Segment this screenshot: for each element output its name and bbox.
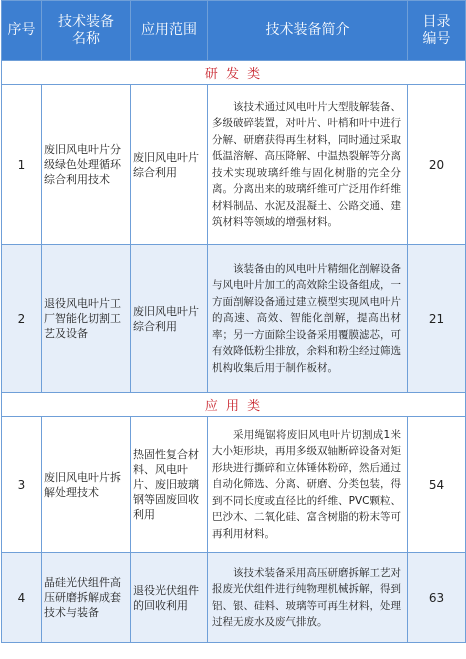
- row-code: 63: [408, 553, 466, 643]
- row-equipment-name: 废旧风电叶片拆解处理技术: [42, 417, 131, 553]
- row-code: 54: [408, 417, 466, 553]
- row-equipment-name: 晶硅光伏组件高压研磨拆解成套技术与装备: [42, 553, 131, 643]
- header-row: [2, 1, 466, 61]
- header-equipment: 技术装备名称: [42, 1, 131, 61]
- row-equipment-name: 退役风电叶片工厂智能化切割工艺及设备: [42, 245, 131, 393]
- section-row-app: [2, 393, 466, 417]
- row-seq: 2: [2, 245, 42, 393]
- table-row: [2, 553, 466, 643]
- row-intro: 该装备由的风电叶片精细化剖解设备与风电叶片加工的高效除尘设备组成，一方面剖解设备通过建立模型实现风电叶片的高速、高效、智能化剖解，提高出材率；另一方面除尘设备采用覆膜滤芯，可有效降低粉尘排放，余料和粉尘经过筛选机构收集后用于制作板材。: [208, 245, 408, 393]
- header-scope: 应用范围: [131, 1, 208, 61]
- row-scope: 废旧风电叶片综合利用: [131, 85, 208, 245]
- table-row: [2, 417, 466, 553]
- header-code: 目录编号: [408, 1, 466, 61]
- row-code: 21: [408, 245, 466, 393]
- row-scope: 退役光伏组件的回收利用: [131, 553, 208, 643]
- table-row: [2, 245, 466, 393]
- row-code: 20: [408, 85, 466, 245]
- row-intro: 该技术装备采用高压研磨拆解工艺对报废光伏组件进行纯物理机械拆解，得到铝、银、硅料、玻璃等可再生材料，处理过程无废水及废气排放。: [208, 553, 408, 643]
- section-title-rd: 研 发 类: [2, 61, 466, 85]
- section-row-rd: [2, 61, 466, 85]
- header-intro: 技术装备简介: [208, 1, 408, 61]
- row-seq: 4: [2, 553, 42, 643]
- row-seq: 1: [2, 85, 42, 245]
- header-seq: 序号: [2, 1, 42, 61]
- equipment-table: [1, 0, 466, 643]
- row-scope: 热固性复合材料、风电叶片、废旧玻璃钢等固废回收利用: [131, 417, 208, 553]
- row-equipment-name: 废旧风电叶片分级绿色处理循环综合利用技术: [42, 85, 131, 245]
- row-scope: 废旧风电叶片综合利用: [131, 245, 208, 393]
- table-row: [2, 85, 466, 245]
- row-seq: 3: [2, 417, 42, 553]
- row-intro: 采用绳锯将废旧风电叶片切割成1米大小矩形块，再用多级双轴断碎设备对矩形块进行撕碎和立体锤体粉碎，然后通过自动化筛选、分离、研磨、分类包装，得到不同长度或直径比的纤维、PVC颗粒、巴沙木、二氧化硅、富含树脂的粉末等可再利用材料。: [208, 417, 408, 553]
- row-intro: 该技术通过风电叶片大型肢解装备、多级破碎装置，对叶片、叶梢和叶中进行分解、研磨获得再生材料，同时通过采取低温溶解、高压降解、中温热裂解等分离技术实现玻璃纤维与固化树脂的完全分离。分离出来的玻璃纤维可广泛用作纤维材料制品、水泥及混凝土、公路交通、建筑材料等领域的增强材料。: [208, 85, 408, 245]
- section-title-app: 应 用 类: [2, 393, 466, 417]
